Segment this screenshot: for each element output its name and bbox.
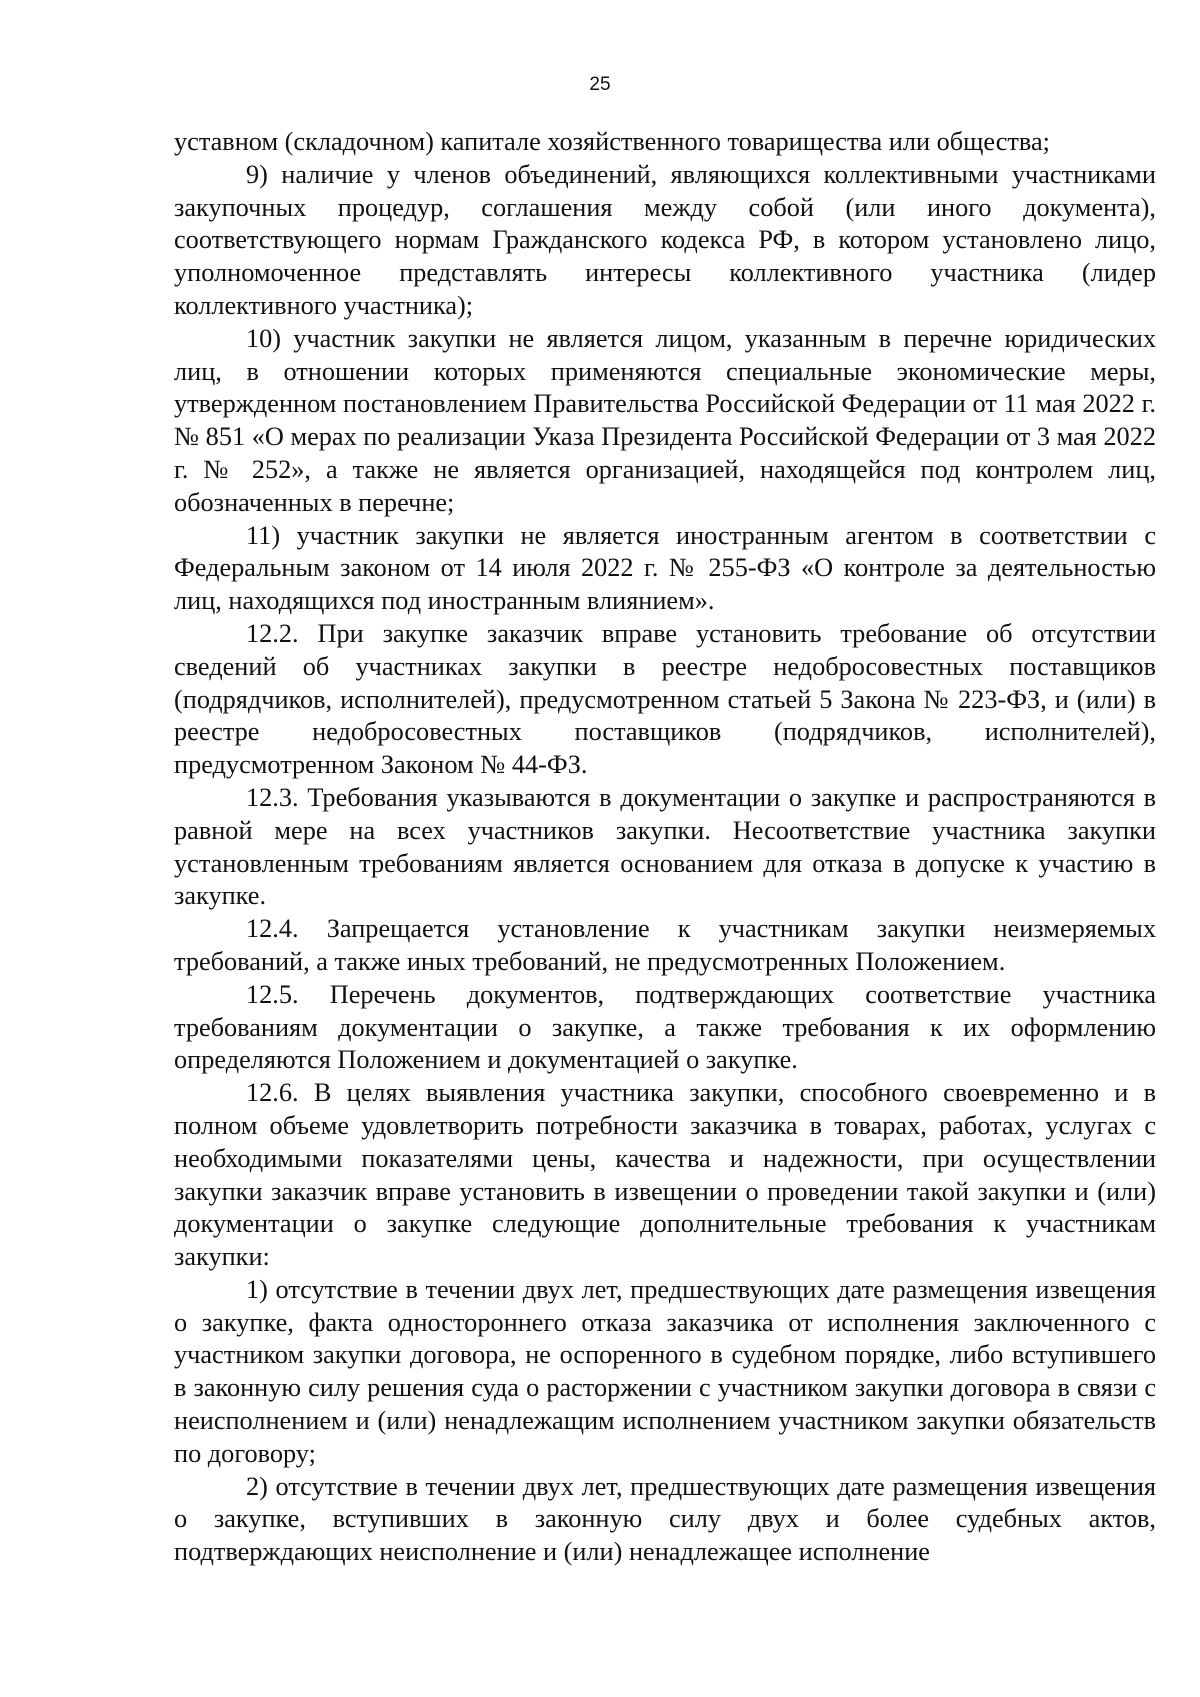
paragraph-item-11: 11) участник закупки не является иностранным агентом в соответствии с Федеральным законом от 14 июля 2022 г. № 255-ФЗ «О контроле за деятельностью лиц, находящихся под иностранным влиянием». xyxy=(174,520,1156,616)
document-body xyxy=(174,126,1156,1569)
paragraph-12-6: 12.6. В целях выявления участника закупки, способного своевременно и в полном объеме удовлетворить потребности заказчика в товарах, работах, услугах с необходимыми показателями цены, качества и надежности, при осуществлении закупки заказчик вправе установить в извещении о проведении такой закупки и (или) документации о закупке следующие дополнительные требования к участникам закупки: xyxy=(174,1078,1156,1272)
paragraph-item-1: 1) отсутствие в течении двух лет, предшествующих дате размещения извещения о закупке, факта одностороннего отказа заказчика от исполнения заключенного с участником закупки договора, не оспоренного в судебном порядке, либо вступившего в законную силу решения суда о расторжении с участником закупки договора в связи с неисполнением и (или) ненадлежащим исполнением участником закупки обязательств по договору; xyxy=(174,1274,1156,1468)
paragraph-12-2: 12.2. При закупке заказчик вправе установить требование об отсутствии сведений об участниках закупки в реестре недобросовестных поставщиков (подрядчиков, исполнителей), предусмотренном статьей 5 Закона № 223-ФЗ, и (или) в реестре недобросовестных поставщиков (подрядчиков, исполнителей), предусмотренном Законом № 44-ФЗ. xyxy=(174,618,1156,780)
paragraph-item-10: 10) участник закупки не является лицом, указанным в перечне юридических лиц, в отношении которых применяются специальные экономические меры, утвержденном постановлением Правительства Российской Федерации от 11 мая 2022 г. № 851 «О мерах по реализации Указа Президента Российской Федерации от 3 мая 2022 г. № 252», а также не является организацией, находящейся под контролем лиц, обозначенных в перечне; xyxy=(174,323,1156,517)
paragraph-continuation: уставном (складочном) капитале хозяйственного товарищества или общества; xyxy=(174,127,1050,156)
paragraph-12-4: 12.4. Запрещается установление к участникам закупки неизмеряемых требований, а также иных требований, не предусмотренных Положением. xyxy=(174,914,1156,976)
paragraph-12-5: 12.5. Перечень документов, подтверждающих соответствие участника требованиям документации о закупке, а также требования к их оформлению определяются Положением и документацией о закупке. xyxy=(174,979,1156,1075)
paragraph-item-9: 9) наличие у членов объединений, являющихся коллективными участниками закупочных процедур, соглашения между собой (или иного документа), соответствующего нормам Гражданского кодекса РФ, в котором установлено лицо, уполномоченное представлять интересы коллективного участника (лидер коллективного участника); xyxy=(174,159,1156,320)
paragraph-item-2: 2) отсутствие в течении двух лет, предшествующих дате размещения извещения о закупке, вступивших в законную силу двух и более судебных актов, подтверждающих неисполнение и (или) ненадлежащее исполнение xyxy=(174,1471,1156,1567)
paragraph-12-3: 12.3. Требования указываются в документации о закупке и распространяются в равной мере на всех участников закупки. Несоответствие участника закупки установленным требованиям является основанием для отказа в допуске к участию в закупке. xyxy=(174,782,1156,911)
page-number: 25 xyxy=(589,74,611,95)
